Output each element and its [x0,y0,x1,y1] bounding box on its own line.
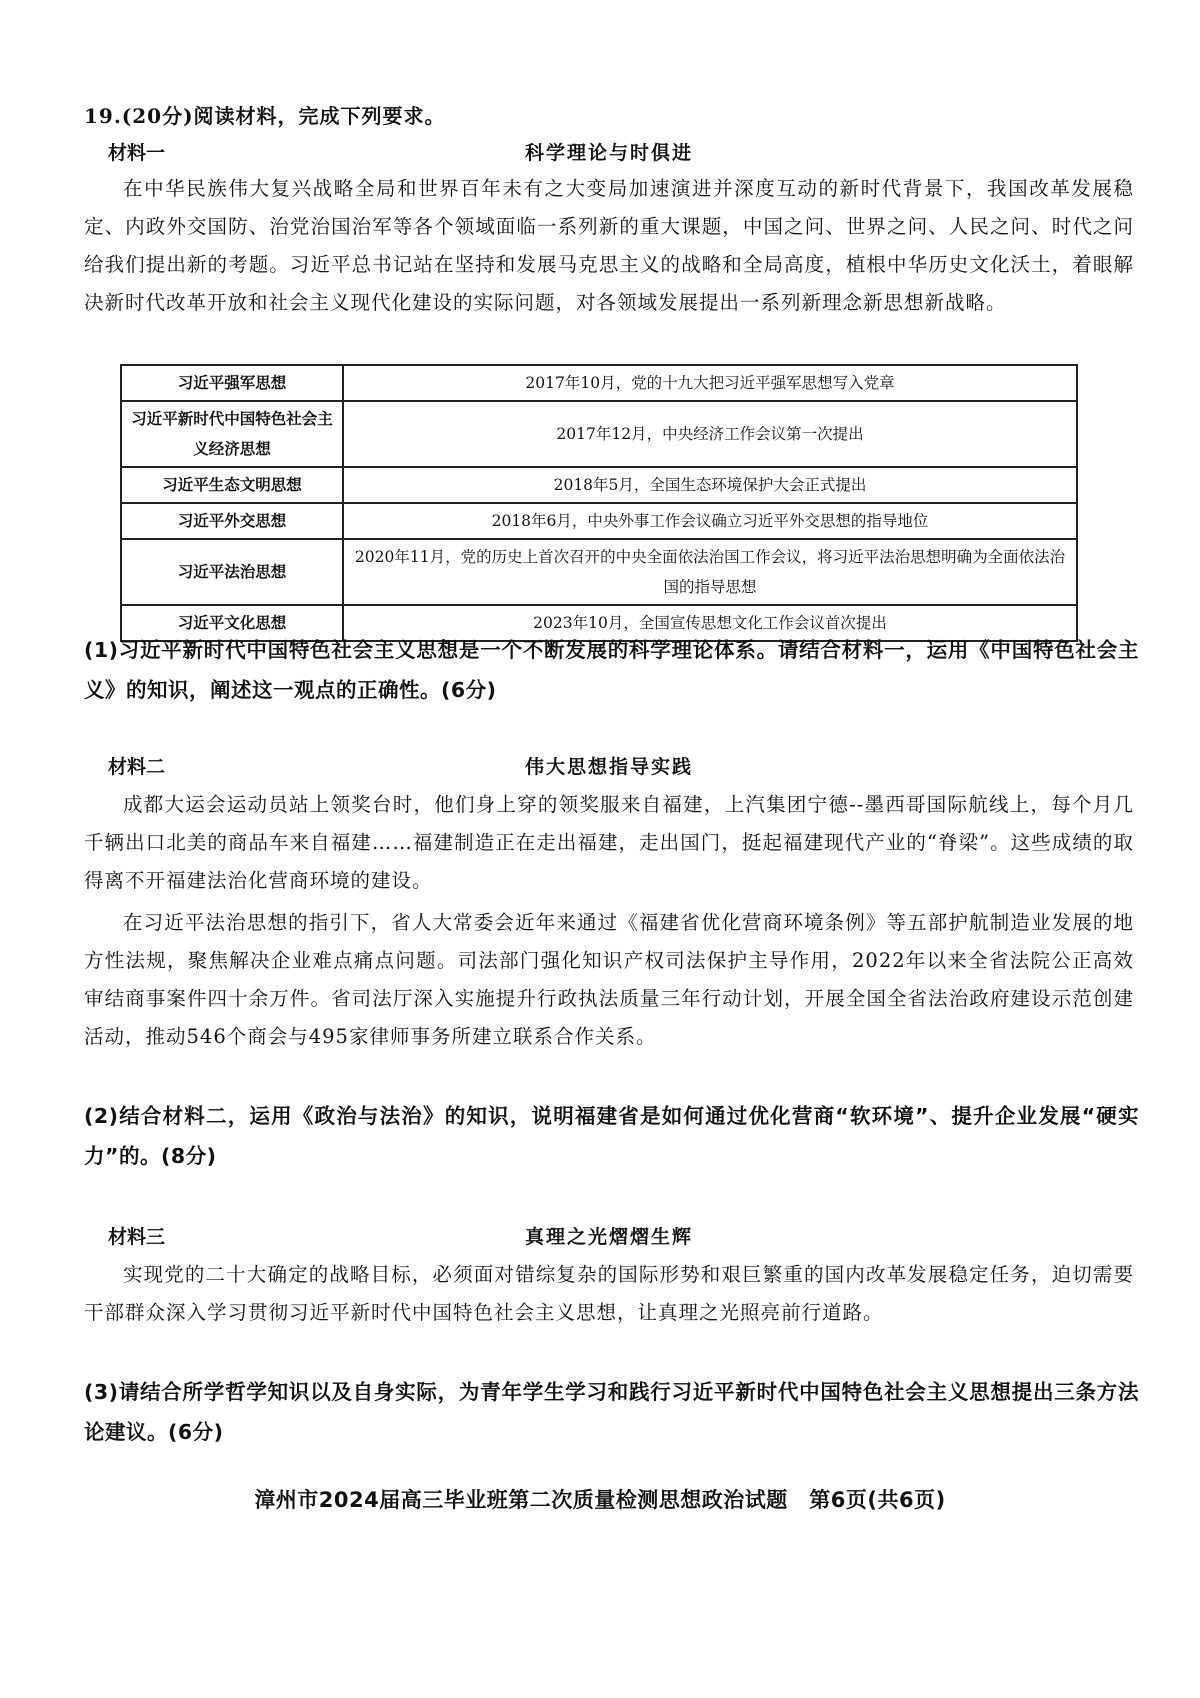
question-3: (3)请结合所学哲学知识以及自身实际，为青年学生学习和践行习近平新时代中国特色社会主义思想提出三条方法论建议。(6分) [84,1380,1139,1444]
thought-name: 习近平外交思想 [121,503,343,539]
thought-timeline-table [120,364,1078,642]
thought-event: 2023年10月，全国宣传思想文化工作会议首次提出 [343,605,1077,641]
thought-name: 习近平新时代中国特色社会主义经济思想 [121,401,343,467]
thought-name: 习近平法治思想 [121,539,343,605]
question-header: 19.(20分)阅读材料，完成下列要求。 [84,104,446,128]
material1-title: 科学理论与时俱进 [524,142,693,164]
table-row [121,503,1077,539]
thought-event: 2018年5月，全国生态环境保护大会正式提出 [343,467,1077,503]
material2-title: 伟大思想指导实践 [524,756,693,778]
thought-name: 习近平生态文明思想 [121,467,343,503]
material2-paragraph-1: 成都大运会运动员站上领奖台时，他们身上穿的领奖服来自福建，上汽集团宁德--墨西哥国际航线上，每个月几千辆出口北美的商品车来自福建……福建制造正在走出福建，走出国门，挺起福建现代产业的“脊梁”。这些成绩的取得离不开福建法治化营商环境的建设。 [84,793,1134,892]
material3-paragraph: 实现党的二十大确定的战略目标，必须面对错综复杂的国际形势和艰巨繁重的国内改革发展稳定任务，迫切需要干部群众深入学习贯彻习近平新时代中国特色社会主义思想，让真理之光照亮前行道路。 [84,1263,1134,1324]
table-row [121,467,1077,503]
table-row [121,401,1077,467]
thought-event: 2020年11月，党的历史上首次召开的中央全面依法治国工作会议，将习近平法治思想明确为全面依法治国的指导思想 [343,539,1077,605]
material3-title: 真理之光熠熠生辉 [524,1226,693,1248]
material1-heading [84,138,1134,170]
question-2: (2)结合材料二，运用《政治与法治》的知识，说明福建省是如何通过优化营商“软环境”、提升企业发展“硬实力”的。(8分) [84,1104,1139,1168]
material1-paragraph: 在中华民族伟大复兴战略全局和世界百年未有之大变局加速演进并深度互动的新时代背景下，我国改革发展稳定、内政外交国防、治党治国治军等各个领域面临一系列新的重大课题，中国之问、世界之问、人民之问、时代之问给我们提出新的考题。习近平总书记站在坚持和发展马克思主义的战略和全局高度，植根中华历史文化沃土，着眼解决新时代改革开放和社会主义现代化建设的实际问题，对各领域发展提出一系列新理念新思想新战略。 [84,177,1134,314]
material2-label: 材料二 [108,756,166,778]
material3-label: 材料三 [108,1226,166,1248]
page-footer: 漳州市2024届高三毕业班第二次质量检测思想政治试题 第6页(共6页) [254,1488,946,1512]
thought-name: 习近平强军思想 [121,365,343,401]
table-row [121,365,1077,401]
material1-label: 材料一 [108,142,166,164]
thought-event: 2017年12月，中央经济工作会议第一次提出 [343,401,1077,467]
material3-heading [84,1222,1134,1254]
thought-event: 2017年10月，党的十九大把习近平强军思想写入党章 [343,365,1077,401]
thought-event: 2018年6月，中央外事工作会议确立习近平外交思想的指导地位 [343,503,1077,539]
question-1: (1)习近平新时代中国特色社会主义思想是一个不断发展的科学理论体系。请结合材料一，运用《中国特色社会主义》的知识，阐述这一观点的正确性。(6分) [84,638,1139,702]
table-row [121,539,1077,605]
material2-heading [84,752,1134,784]
material2-paragraph-2: 在习近平法治思想的指引下，省人大常委会近年来通过《福建省优化营商环境条例》等五部护航制造业发展的地方性法规，聚焦解决企业难点痛点问题。司法部门强化知识产权司法保护主导作用，2022年以来全省法院公正高效审结商事案件四十余万件。省司法厅深入实施提升行政执法质量三年行动计划，开展全国全省法治政府建设示范创建活动，推动546个商会与495家律师事务所建立联系合作关系。 [84,911,1134,1048]
thought-name: 习近平文化思想 [121,605,343,641]
